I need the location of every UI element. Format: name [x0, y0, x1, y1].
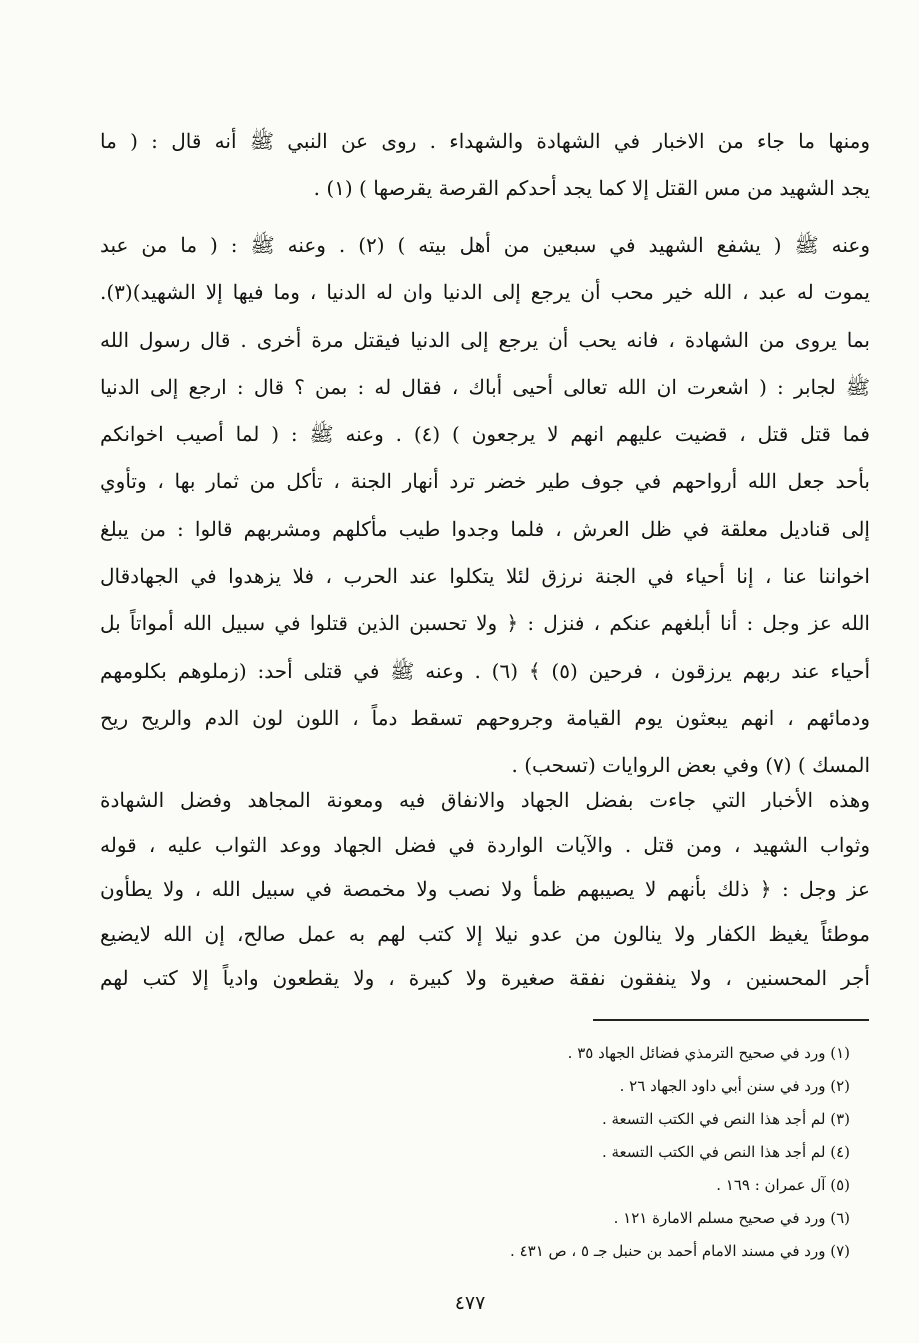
text-line: يجد الشهيد من مس القتل إلا كما يجد أحدكم القرصة يقرصها ) (١) .	[313, 176, 870, 201]
text-line: المسك ) (٧) وفي بعض الروايات (تسحب) .	[511, 753, 870, 778]
paragraph-3	[100, 778, 870, 1001]
footnote-divider	[593, 1019, 869, 1021]
text-line: بما يروى من الشهادة ، فانه يحب أن يرجع إلى الدنيا فيقتل مرة أخرى . قال رسول الله	[100, 327, 870, 352]
text-line: وعنه ﷺ ( يشفع الشهيد في سبعين من أهل بيته ) (٢) . وعنه ﷺ : ( ما من عبد	[100, 233, 870, 257]
text-line: الله عز وجل : أنا أبلغهم عنكم ، فنزل : ﴿ ولا تحسبن الذين قتلوا في سبيل الله أمواتاً بل	[100, 611, 870, 636]
paragraph-1	[100, 118, 870, 213]
footnote: (٢) ورد في سنن أبي داود الجهاد ٢٦ .	[619, 1077, 850, 1095]
footnote: (٧) ورد في مسند الامام أحمد بن حنبل جـ ٥ ، ص ٤٣١ .	[510, 1242, 850, 1260]
footnotes-list	[360, 1037, 850, 1268]
text-line: موطئاً يغيظ الكفار ولا ينالون من عدو نيلا إلا كتب لهم به عمل صالح، إن الله لايضيع	[100, 921, 870, 946]
paragraph-2	[100, 222, 870, 790]
footnote: (٥) آل عمران : ١٦٩ .	[716, 1176, 850, 1194]
footnote: (٤) لم أجد هذا النص في الكتب التسعة .	[601, 1143, 850, 1161]
text-line: ومنها ما جاء من الاخبار في الشهادة والشهداء . روى عن النبي ﷺ أنه قال : ( ما	[100, 129, 870, 153]
text-line: ﷺ لجابر : ( اشعرت ان الله تعالى أحيى أباك ، فقال له : بمن ؟ قال : ارجع إلى الدنيا	[100, 374, 870, 399]
text-line: عز وجل : ﴿ ذلك بأنهم لا يصيبهم ظمأ ولا نصب ولا مخمصة في سبيل الله ، ولا يطأون	[100, 877, 870, 901]
footnote: (٣) لم أجد هذا النص في الكتب التسعة .	[601, 1110, 850, 1128]
page-number: ٤٧٧	[454, 1292, 486, 1314]
text-line: إلى قناديل معلقة في ظل العرش ، فلما وجدوا طيب مأكلهم ومشربهم قالوا : من يبلغ	[100, 516, 870, 541]
text-line: أحياء عند ربهم يرزقون ، فرحين (٥) ﴾ (٦) . وعنه ﷺ في قتلى أحد: (زملوهم بكلومهم	[100, 658, 870, 683]
text-line: ودمائهم ، انهم يبعثون يوم القيامة وجروحهم تسقط دماً ، اللون لون الدم والريح ريح	[100, 705, 870, 730]
text-line: فما قتل قتل ، قضيت عليهم انهم لا يرجعون ) (٤) . وعنه ﷺ : ( لما أصيب اخوانكم	[100, 422, 870, 447]
text-line: وهذه الأخبار التي جاءت بفضل الجهاد والانفاق فيه ومعونة المجاهد وفضل الشهادة	[100, 788, 870, 812]
footnote: (١) ورد في صحيح الترمذي فضائل الجهاد ٣٥ .	[567, 1044, 850, 1062]
text-line: يموت له عبد ، الله خير محب أن يرجع إلى الدنيا وان له الدنيا ، وما فيها إلا الشهيد)(٣).	[100, 280, 870, 305]
text-line: بأحد جعل الله أرواحهم في جوف طير خضر ترد أنهار الجنة ، تأكل من ثمار بها ، وتأوي	[100, 469, 870, 494]
text-line: أجر المحسنين ، ولا ينفقون نفقة صغيرة ولا كبيرة ، ولا يقطعون وادياً إلا كتب لهم	[100, 966, 870, 990]
footnote: (٦) ورد في صحيح مسلم الامارة ١٢١ .	[613, 1209, 850, 1227]
text-line: وثواب الشهيد ، ومن قتل . والآيات الواردة في فضل الجهاد ووعد الثواب عليه ، قوله	[100, 832, 870, 857]
text-line: اخواننا عنا ، إنا أحياء في الجنة نرزق لئلا يتكلوا عند الحرب ، فلا يزهدوا في الجهادقال	[100, 564, 870, 589]
